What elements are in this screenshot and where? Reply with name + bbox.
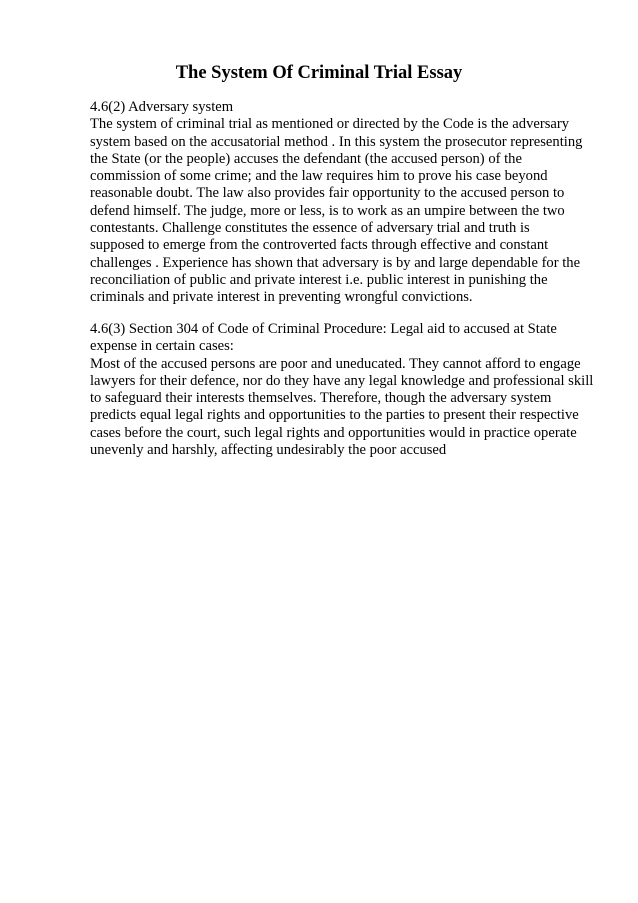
section-adversary-system [90, 99, 600, 307]
paragraph-line: The system of criminal trial as mentioned or directed by the Code is the adversary [90, 116, 570, 133]
paragraph-line: commission of some crime; and the law requires him to prove his case beyond [90, 168, 548, 185]
paragraph-line: supposed to emerge from the controverted facts through effective and constant [90, 237, 549, 254]
paragraph-line: challenges . Experience has shown that adversary is by and large dependable for the [90, 254, 581, 271]
section-heading: 4.6(3) Section 304 of Code of Criminal Procedure: Legal aid to accused at State [90, 321, 557, 337]
paragraph-line: contestants. Challenge constitutes the essence of adversary trial and truth is [90, 220, 530, 237]
document-title: The System Of Criminal Trial Essay [175, 63, 463, 83]
paragraph-line: cases before the court, such legal rights and opportunities would in practice operate [90, 424, 577, 441]
paragraph-line: reconciliation of public and private interest i.e. public interest in punishing the [90, 271, 548, 288]
section-heading: expense in certain cases: [90, 338, 234, 355]
section-heading: 4.6(2) Adversary system [90, 99, 234, 115]
paragraph-line: predicts equal legal rights and opportunities to the parties to present their respective [90, 407, 579, 424]
section-legal-aid [90, 321, 600, 459]
paragraph-line: the State (or the people) accuses the defendant (the accused person) of the [90, 150, 522, 167]
paragraph-line: to safeguard their interests themselves. Therefore, though the adversary system [90, 390, 552, 407]
paragraph-line: Most of the accused persons are poor and uneducated. They cannot afford to engage [90, 355, 581, 372]
paragraph-line: defend himself. The judge, more or less, is to work as an umpire between the two [90, 202, 565, 219]
paragraph-line: system based on the accusatorial method . In this system the prosecutor representing [90, 133, 583, 150]
paragraph-line: unevenly and harshly, affecting undesirably the poor accused [90, 442, 447, 459]
paragraph-line: reasonable doubt. The law also provides fair opportunity to the accused person to [90, 185, 565, 202]
paragraph-line: criminals and private interest in preventing wrongful convictions. [90, 289, 473, 306]
paragraph-line: lawyers for their defence, nor do they have any legal knowledge and professional skill [90, 372, 594, 389]
